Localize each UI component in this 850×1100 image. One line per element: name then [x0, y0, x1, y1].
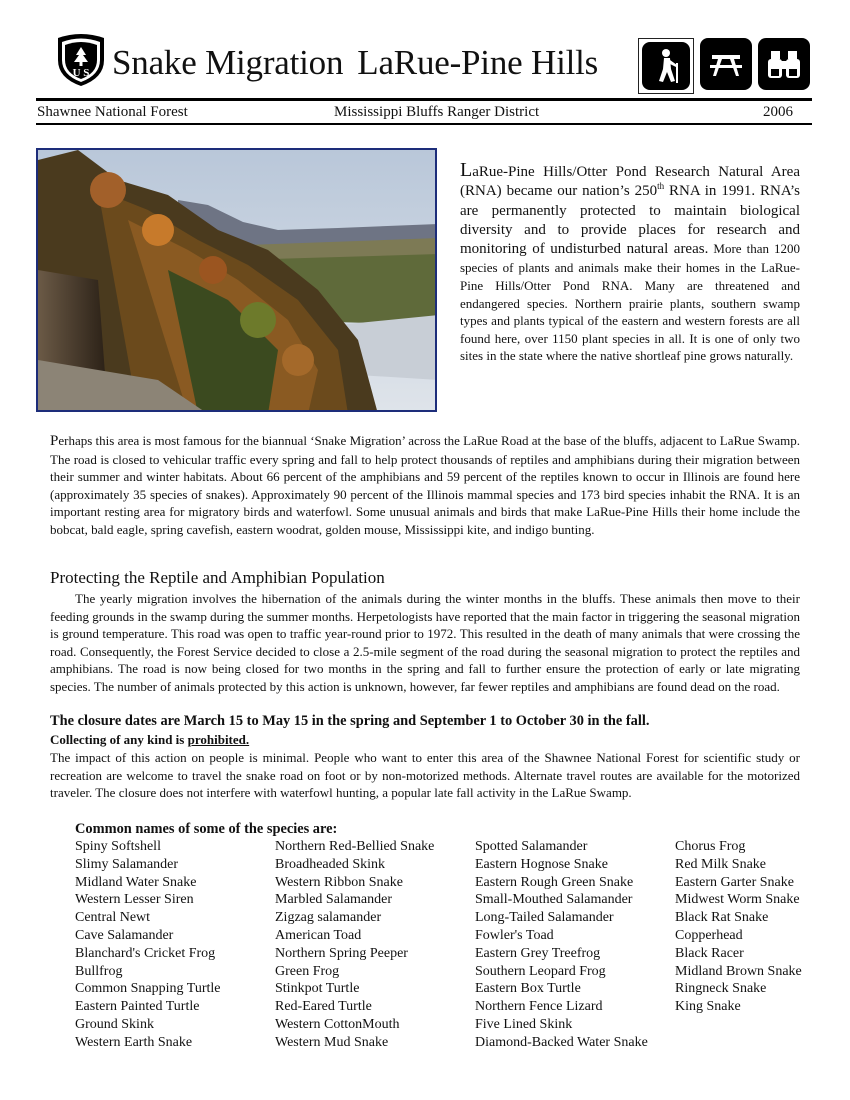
species-item: Western Lesser Siren	[75, 892, 194, 908]
page-title	[112, 40, 598, 86]
title-part-2: LaRue-Pine Hills	[357, 43, 599, 82]
species-item: Eastern Hognose Snake	[475, 856, 608, 872]
species-column-2	[275, 838, 475, 1052]
activity-icons	[638, 38, 810, 94]
species-item: Chorus Frog	[675, 839, 746, 854]
species-item: Eastern Box Turtle	[475, 981, 581, 997]
species-item: Ground Skink	[75, 1016, 154, 1032]
species-item: Ringneck Snake	[675, 981, 767, 997]
species-item: Cave Salamander	[75, 927, 174, 943]
species-column-1	[75, 838, 275, 1052]
species-item: Green Frog	[275, 963, 340, 979]
species-item: Spotted Salamander	[475, 839, 588, 854]
species-item: Broadheaded Skink	[275, 856, 386, 872]
species-item: Red-Eared Turtle	[275, 999, 372, 1015]
species-item: Eastern Painted Turtle	[75, 999, 200, 1015]
protecting-paragraph: The yearly migration involves the hibernation of the animals during the winter months in the bluffs. These animals then move to their feeding grounds in the swamp during the summer months. Herpetologists have reported that the main factor in triggering the seasonal migration is ground temperature. This road was open to traffic year-round prior to 1972. This resulted in the death of many animals that were crossing the road. Consequently, the Forest Service decided to close a 2.5-mile segment of the road during the seasonal migration to protect the reptiles and amphibians. The road is now being closed for two months in the spring and fall to further ensure the protection of early or late migrating species. The number of animals protected by this action is unknown, however, far fewer reptiles and amphibians are found dead on the road.	[50, 591, 800, 694]
species-item: Red Milk Snake	[675, 856, 766, 872]
species-item: Northern Fence Lizard	[475, 999, 603, 1015]
bluff-landscape-photo	[36, 148, 437, 412]
species-item: Central Newt	[75, 910, 151, 926]
migration-text: erhaps this area is most famous for the biannual ‘Snake Migration’ across the LaRue Road at the base of the bluffs, adjacent to LaRue Swamp. The road is closed to vehicular traffic every spring and fall to help protect thousands of reptiles and amphibians during their migration between their summer and winter habitats. About 66 percent of the amphibians and 59 percent of the reptiles known to occur in Illinois are found here (approximately 35 species of snakes). Approximately 90 percent of the Illinois mammal species and 173 bird species inhabit the RNA. It is an important resting area for migratory birds and waterfowl. Some unusual animals and birds that make LaRue-Pine Hills their home include the bobcat, bald eagle, spring cavefish, eastern woodrat, golden mouse, Mississippi kite, and indigo bunting.	[50, 433, 800, 537]
header-rule-bottom	[36, 123, 812, 125]
intro-superscript: th	[657, 181, 665, 192]
species-column-4	[675, 838, 850, 1016]
species-item: Western Earth Snake	[75, 1034, 193, 1050]
species-item: Copperhead	[675, 927, 743, 943]
picnic-table-icon	[706, 44, 746, 84]
species-item: Northern Spring Peeper	[275, 945, 408, 961]
species-item: Slimy Salamander	[75, 856, 179, 872]
species-column-3	[475, 838, 675, 1052]
forest-name: Shawnee National Forest	[37, 104, 188, 120]
species-item: King Snake	[675, 999, 741, 1015]
species-list-title: Common names of some of the species are:	[75, 821, 338, 837]
migration-dropcap: P	[50, 433, 59, 449]
species-item: Western Mud Snake	[275, 1034, 389, 1050]
species-item: Bullfrog	[75, 963, 123, 979]
species-item: Eastern Rough Green Snake	[475, 874, 634, 890]
intro-text-3: More than 1200 species of plants and animals make their homes in the LaRue-Pine Hills/Otter Pond RNA. Many are threatened and endangered species. Northern prairie plants, southern swamp types and plants typical of the eastern and western forests are all found here, over 1150 plant species in all. It is one of only two sites in the state where the native shortleaf pine grows naturally.	[460, 241, 800, 364]
binoculars-icon	[764, 44, 804, 84]
species-item: Midland Brown Snake	[675, 963, 802, 979]
migration-paragraph	[50, 432, 800, 539]
species-item: American Toad	[275, 927, 362, 943]
species-item: Midland Water Snake	[75, 874, 197, 890]
district-name: Mississippi Bluffs Ranger District	[334, 104, 540, 120]
species-item: Spiny Softshell	[75, 839, 161, 854]
impact-paragraph: The impact of this action on people is minimal. People who want to enter this area of the Shawnee National Forest for scientific study or recreation are welcome to travel the snake road on foot or by non-motorized methods. Alternate travel routes are available for the motorized traveler. The closure does not interfere with waterfowl hunting, a popular late fall activity in the LaRue Swamp.	[50, 750, 800, 801]
collecting-prefix: Collecting of any kind is	[50, 732, 188, 747]
svg-text:U S: U S	[72, 67, 90, 79]
section-heading: Protecting the Reptile and Amphibian Population	[50, 568, 385, 587]
closure-dates: The closure dates are March 15 to May 15 in the spring and September 1 to October 30 in the fall.	[50, 713, 650, 729]
species-item: Midwest Worm Snake	[675, 892, 800, 908]
page-header	[54, 32, 824, 98]
collecting-notice	[50, 731, 249, 749]
forest-service-shield-logo	[54, 32, 108, 88]
species-item: Eastern Garter Snake	[675, 874, 794, 890]
species-item: Small-Mouthed Salamander	[475, 892, 633, 908]
species-item: Marbled Salamander	[275, 892, 393, 908]
species-item: Blanchard's Cricket Frog	[75, 945, 216, 961]
species-item: Eastern Grey Treefrog	[475, 945, 601, 961]
rna-intro-paragraph	[460, 159, 800, 365]
species-item: Black Racer	[675, 945, 744, 961]
species-item: Black Rat Snake	[675, 910, 769, 926]
hiker-icon-box	[638, 38, 694, 94]
binoculars-icon-box	[758, 38, 810, 90]
year: 2006	[763, 104, 793, 120]
species-item: Northern Red-Bellied Snake	[275, 839, 435, 854]
intro-text-1: aRue-Pine Hills/Otter Pond Research Natural Area (RNA) became our nation’s 250	[460, 164, 800, 200]
picnic-table-icon-box	[700, 38, 752, 90]
species-item: Zigzag salamander	[275, 910, 382, 926]
species-item: Western Ribbon Snake	[275, 874, 403, 890]
species-item: Long-Tailed Salamander	[475, 910, 614, 926]
species-item: Five Lined Skink	[475, 1016, 573, 1032]
species-item: Southern Leopard Frog	[475, 963, 606, 979]
hiker-icon	[645, 45, 687, 87]
header-rule-top	[36, 98, 812, 101]
species-item: Fowler's Toad	[475, 927, 554, 943]
prohibited-text: prohibited.	[187, 732, 250, 747]
intro-text-2: RNA in 1991. RNA’s are permanently protected to maintain biological diversity and to provide places for research and monitoring of undisturbed natural areas.	[460, 183, 800, 258]
species-item: Diamond-Backed Water Snake	[475, 1034, 648, 1050]
species-item: Western CottonMouth	[275, 1016, 400, 1032]
species-item: Stinkpot Turtle	[275, 981, 360, 997]
title-part-1: Snake Migration	[112, 43, 344, 82]
intro-dropcap: L	[460, 159, 473, 181]
species-item: Common Snapping Turtle	[75, 981, 221, 997]
